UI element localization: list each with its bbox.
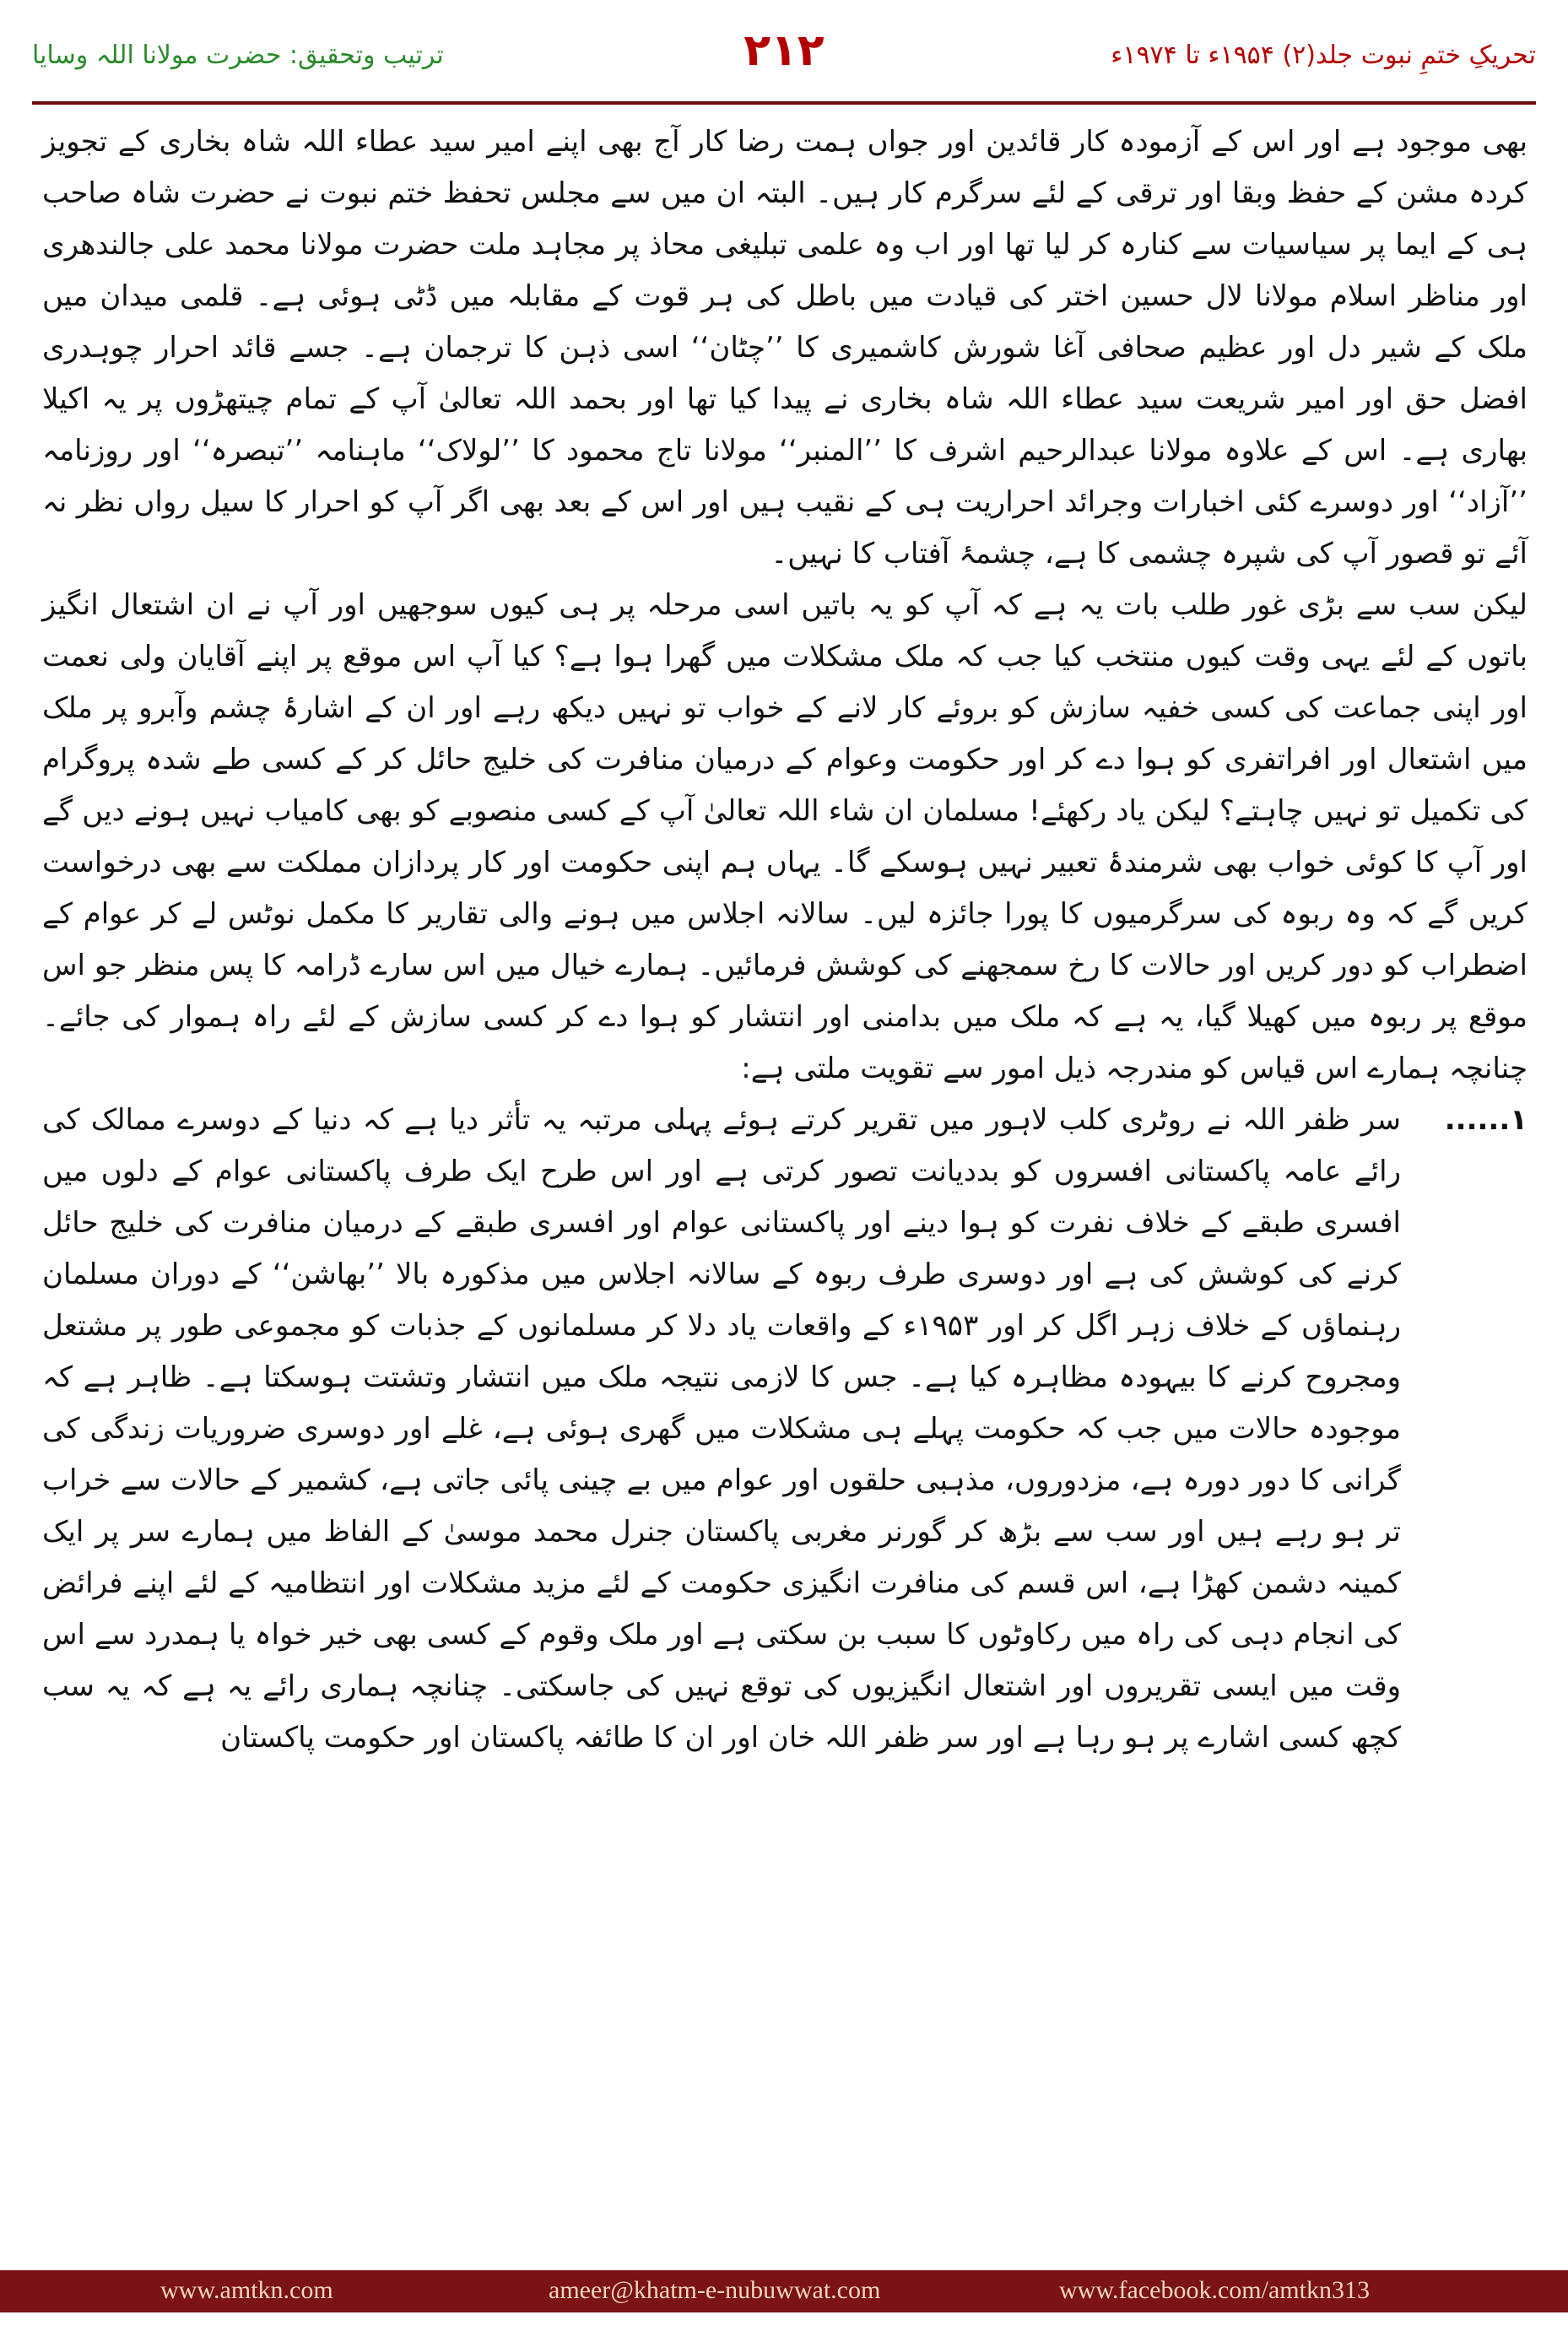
email-link[interactable]: ameer@khatm-e-nubuwwat.com: [549, 2276, 881, 2304]
list-item-number: ۱......: [1444, 1103, 1527, 1137]
paragraph-2: لیکن سب سے بڑی غور طلب بات یہ ہے کہ آپ کو یہ باتیں اسی مرحلہ پر ہی کیوں سوجھیں اور آپ نے ان اشتعال انگیز باتوں کے لئے یہی وقت کیوں منتخب کیا جب کہ ملک مشکلات میں گھرا ہوا ہے؟ کیا آپ اس موقع پر اپنے آقایان ولی نعمت اور اپنی جماعت کی کسی خفیہ سازش کو بروئے کار لانے کے خواب تو نہیں دیکھ رہے اور ان کے اشارۂ چشم وآبرو پر ملک میں اشتعال اور افراتفری کو ہوا دے کر اور حکومت وعوام کے درمیان منافرت کی خلیج حائل کر کے کسی طے شدہ پروگرام کی تکمیل تو نہیں چاہتے؟ لیکن یاد رکھئے! مسلمان ان شاء اللہ تعالیٰ آپ کے کسی منصوبے کو بھی کامیاب نہیں ہونے دیں گے اور آپ کا کوئی خواب بھی شرمندۂ تعبیر نہیں ہوسکے گا۔ یہاں ہم اپنی حکومت اور کار پردازان مملکت سے بھی درخواست کریں گے کہ وہ ربوہ کی سرگرمیوں کا پورا جائزہ لیں۔ سالانہ اجلاس میں ہونے والی تقاریر کا مکمل نوٹس لے کر عوام کے اضطراب کو دور کریں اور حالات کا رخ سمجھنے کی کوشش فرمائیں۔ ہمارے خیال میں اس سارے ڈرامہ کا پس منظر جو اس موقع پر ربوہ میں کھیلا گیا، یہ ہے کہ ملک میں بدامنی اور انتشار کو ہوا دے کر کسی سازش کے لئے راہ ہموار کی جائے۔ چنانچہ ہمارے اس قیاس کو مندرجہ ذیل امور سے تقویت ملتی ہے:: [42, 588, 1527, 1085]
website-link[interactable]: www.amtkn.com: [160, 2276, 333, 2304]
page-header: [32, 25, 1536, 101]
list-item: [42, 1095, 1527, 1764]
facebook-link[interactable]: www.facebook.com/amtkn313: [1059, 2276, 1370, 2304]
list-item-text: سر ظفر اللہ نے روٹری کلب لاہور میں تقریر کرتے ہوئے پہلی مرتبہ یہ تأثر دیا ہے کہ دنیا کے دوسرے ممالک کی رائے عامہ پاکستانی افسروں کو بددیانت تصور کرتی ہے اور اس طرح ایک طرف پاکستانی عوام کے دلوں میں افسری طبقے کے خلاف نفرت کو ہوا دینے اور پاکستانی عوام اور افسری طبقے کے درمیان منافرت کی خلیج حائل کرنے کی کوشش کی ہے اور دوسری طرف ربوہ کے سالانہ اجلاس میں مذکورہ بالا ’’بھاشن‘‘ کے دوران مسلمان رہنماؤں کے خلاف زہر اگل کر اور ۱۹۵۳ء کے واقعات یاد دلا کر مسلمانوں کے جذبات کو مجموعی طور پر مشتعل ومجروح کرنے کا بیہودہ مظاہرہ کیا ہے۔ جس کا لازمی نتیجہ ملک میں انتشار وتشتت ہوسکتا ہے۔ ظاہر ہے کہ موجودہ حالات میں جب کہ حکومت پہلے ہی مشکلات میں گھری ہوئی ہے، غلے اور دوسری ضروریات زندگی کی گرانی کا دور دورہ ہے، مزدوروں، مذہبی حلقوں اور عوام میں بے چینی پائی جاتی ہے، کشمیر کے حالات سے خراب تر ہو رہے ہیں اور سب سے بڑھ کر گورنر مغربی پاکستان جنرل محمد موسیٰ کے الفاظ میں ہمارے سر پر ایک کمینہ دشمن کھڑا ہے، اس قسم کی منافرت انگیزی حکومت کے لئے مزید مشکلات اور انتظامیہ کے لئے اپنے فرائض کی انجام دہی کی راہ میں رکاوٹوں کا سبب بن سکتی ہے اور ملک وقوم کے کسی بھی خیر خواہ یا ہمدرد سے اس وقت میں ایسی تقریروں اور اشتعال انگیزیوں کی توقع نہیں کی جاسکتی۔ چنانچہ ہماری رائے یہ ہے کہ یہ سب کچھ کسی اشارے پر ہو رہا ہے اور سر ظفر اللہ خان اور ان کا طائفہ پاکستان اور حکومت پاکستان: [42, 1103, 1401, 1755]
book-title: تحریکِ ختمِ نبوت جلد(۲) ۱۹۵۴ء تا ۱۹۷۴ء: [1111, 41, 1536, 70]
page-footer: [0, 2270, 1568, 2312]
numbered-list: [42, 1095, 1527, 1764]
paragraph-1: بھی موجود ہے اور اس کے آزمودہ کار قائدین اور جواں ہمت رضا کار آج بھی اپنے امیر سید عطاء اللہ شاہ بخاری کے تجویز کردہ مشن کے حفظ وبقا اور ترقی کے لئے سرگرم کار ہیں۔ البتہ ان میں سے مجلس تحفظ ختم نبوت نے حضرت شاہ صاحب ہی کے ایما پر سیاسیات سے کنارہ کر لیا تھا اور اب وہ علمی تبلیغی محاذ پر مجاہد ملت حضرت مولانا محمد علی جالندھری اور مناظر اسلام مولانا لال حسین اختر کی قیادت میں باطل کی ہر قوت کے مقابلہ میں ڈٹی ہوئی ہے۔ قلمی میدان میں ملک کے شیر دل اور عظیم صحافی آغا شورش کاشمیری کا ’’چٹان‘‘ اسی ذہن کا ترجمان ہے۔ جسے قائد احرار چوہدری افضل حق اور امیر شریعت سید عطاء اللہ شاہ بخاری نے پیدا کیا تھا اور بحمد اللہ تعالیٰ آپ کے تمام چیتھڑوں پر یہ اکیلا بھاری ہے۔ اس کے علاوہ مولانا عبدالرحیم اشرف کا ’’المنبر‘‘ مولانا تاج محمود کا ’’لولاک‘‘ ماہنامہ ’’تبصرہ‘‘ اور روزنامہ ’’آزاد‘‘ اور دوسرے کئی اخبارات وجرائد احراریت ہی کے نقیب ہیں اور اس کے بعد بھی اگر آپ کو احرار کا سیل رواں نظر نہ آئے تو قصور آپ کی شپرہ چشمی کا ہے، چشمۂ آفتاب کا نہیں۔: [42, 125, 1527, 571]
page-number: ۲۱۲: [743, 25, 825, 76]
header-divider: [32, 101, 1536, 105]
compiler-credit: ترتیب وتحقیق: حضرت مولانا اللہ وسایا: [32, 41, 444, 70]
page-body: [42, 116, 1527, 2252]
